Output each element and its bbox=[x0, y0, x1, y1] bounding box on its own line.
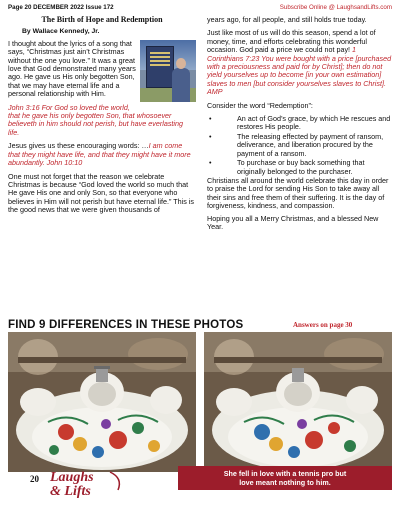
bullet-text: The releasing effected by payment of ransom, deliverance, and liberation procured by the payment of a ransom. bbox=[237, 131, 384, 158]
article-paragraph: Jesus gives us these encouraging words: …I am come that they might have life, and that they might have it more abundantly. John 10:10 bbox=[8, 141, 191, 168]
article-paragraph: Consider the word “Redemption”: bbox=[207, 100, 313, 110]
article-left-column bbox=[8, 16, 196, 220]
historical-marker-sign bbox=[146, 46, 174, 88]
bullet-dot: • bbox=[209, 114, 212, 124]
scripture-verse: I am come that they might have life, and that they might have it more abundantly. John 10:10 bbox=[8, 141, 191, 168]
puzzle-answers-note: Answers on page 30 bbox=[293, 321, 353, 329]
bullet-dot: • bbox=[209, 131, 212, 141]
author-figure bbox=[172, 58, 190, 102]
joke-banner bbox=[178, 466, 392, 490]
article-paragraph: Christians all around the world celebrate this day in order to praise the Lord for sending His Son to take away all their sins and free them of their suffering. It is the day of forgiveness, kindness, and compassion. bbox=[207, 175, 389, 211]
author-photo bbox=[140, 40, 196, 102]
svg-text:& Lifts: & Lifts bbox=[50, 484, 91, 498]
bullet-item bbox=[207, 115, 392, 132]
article-paragraph: Just like most of us will do this season, spend a lot of money, time, and efforts celebrating this wonderful occasion. God paid a price we could not pay! 1 Corinthians 7:23 You were bought with a price [purchased with a preciousness and paid for by Christ]; then do not yield yourselves up to become [in your own estimation] slaves to men [but consider yourselves slaves to Christ]. AMP bbox=[207, 28, 392, 97]
scripture-verse: John 3:16 For God so loved the world, that he gave his only begotten Son, that whosoever believeth in him should not perish, but have everlasting life. bbox=[8, 102, 184, 137]
joke-line-1: She fell in love with a tennis pro but bbox=[223, 469, 347, 478]
joke-line-2: love meant nothing to him. bbox=[239, 478, 331, 487]
laughs-and-lifts-logo bbox=[48, 468, 168, 498]
puzzle-title: FIND 9 DIFFERENCES IN THESE PHOTOS bbox=[8, 319, 244, 331]
svg-text:Laughs: Laughs bbox=[50, 470, 94, 485]
article-paragraph: Hoping you all a Merry Christmas, and a blessed New Year. bbox=[207, 213, 379, 231]
article-paragraph: One must not forget that the reason we celebrate Christmas is because “God loved the world so much that He gave His one and only Son, so that everyone who believes in Him will not perish but have eternal life.” This is the good news that we were given thousands of bbox=[8, 171, 195, 215]
bullet-dot: • bbox=[209, 158, 212, 168]
article-title: The Birth of Hope and Redemption bbox=[41, 15, 163, 24]
page-header bbox=[8, 4, 392, 14]
bullet-text: To purchase or buy back something that originally belonged to the purchaser. bbox=[237, 158, 365, 176]
puzzle-photo-right bbox=[204, 332, 392, 472]
article-paragraph: years ago, for all people, and still holds true today. bbox=[207, 15, 367, 24]
article-right-column bbox=[207, 16, 392, 236]
bullet-text: An act of God’s grace, by which He rescues and restores His people. bbox=[237, 114, 391, 132]
puzzle-photo-left bbox=[8, 332, 196, 472]
page-number: 20 bbox=[30, 474, 39, 484]
page-issue-label: Page 20 DECEMBER 2022 Issue 172 bbox=[8, 4, 114, 11]
subscribe-link[interactable]: Subscribe Online @ LaughsandLifts.com bbox=[279, 4, 392, 11]
article-byline: By Wallace Kennedy, Jr. bbox=[22, 28, 100, 36]
bullet-item bbox=[207, 133, 392, 158]
scripture-verse: 1 Corinthians 7:23 You were bought with a price [purchased with a preciousness and paid for by Christ]; then do not yield yourselves up to become [in your own estimation] slaves to men [but consider yourselves slaves to Christ]. AMP bbox=[207, 45, 392, 97]
article-paragraph: I thought about the lyrics of a song that says, “Christmas just ain’t Christmas without the one you love.” It was a great love that God demonstrated many years ago. He gave us His only begotten Son, that we may have eternal life and a personal relationship with Him. bbox=[8, 38, 136, 99]
bullet-item bbox=[207, 159, 392, 176]
